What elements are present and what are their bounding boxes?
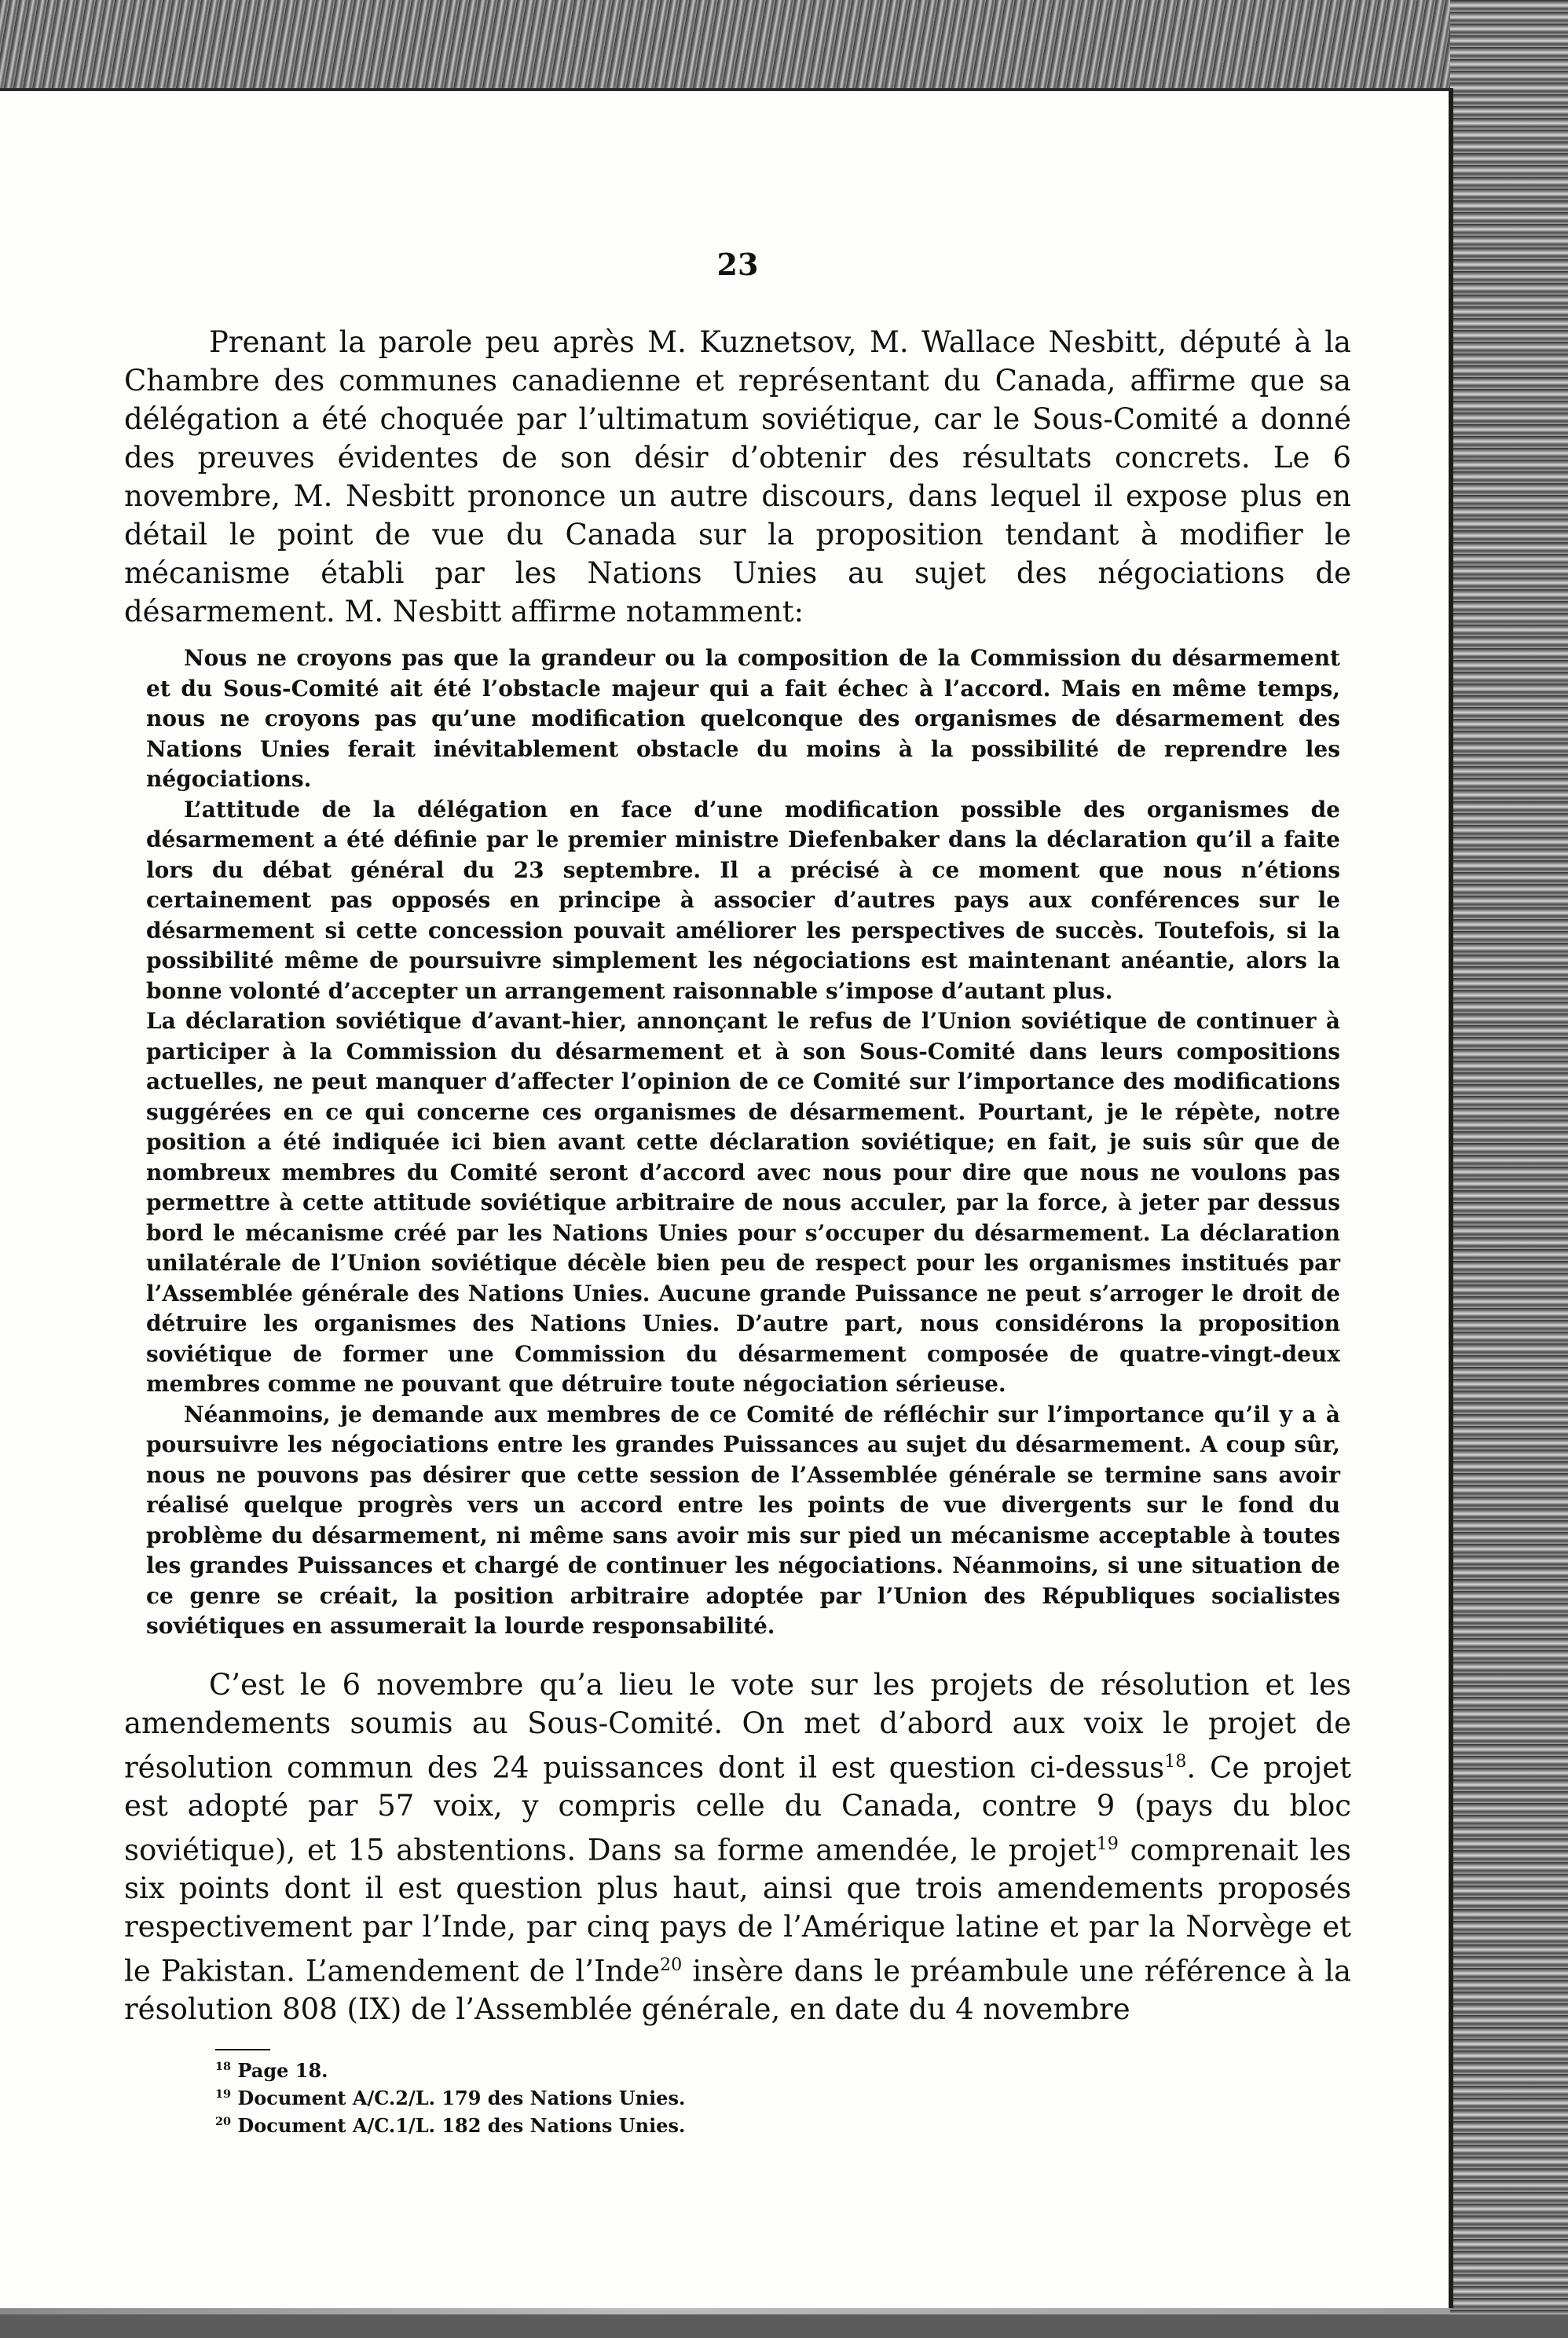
footnote-text: Document A/C.2/L. 179 des Nations Unies. xyxy=(237,2087,686,2110)
scan-top-edge xyxy=(0,0,1568,88)
scan-right-edge xyxy=(1450,0,1568,2338)
footnote-mark: 20 xyxy=(215,2115,232,2129)
block-quote xyxy=(124,643,1351,1642)
page-number: 23 xyxy=(716,247,759,282)
document-page xyxy=(0,88,1453,2308)
footnote-ref: 18 xyxy=(1164,1750,1187,1772)
footnote xyxy=(215,2055,1351,2083)
scan-bottom-edge xyxy=(0,2314,1568,2338)
quote-paragraph: Nous ne croyons pas que la grandeur ou la composition de la Commission du désarmement et du Sous-Comité ait été l’obstacle majeur qui a fait échec à l’accord. Mais en même temps, nous ne croyons pas qu’une modification quelconque des organismes de désarmement des Nations Unies ferait inévitablement obstacle du moins à la possibilité de reprendre les négociations. xyxy=(146,645,1340,792)
footnote-text: Page 18. xyxy=(237,2059,328,2083)
paragraph-vote-text: C’est le 6 novembre qu’a lieu le vote sur les projets de résolution et les amendements soumis au Sous-Comité. On met d’abord aux voix le projet de résolution commun des 24 puissances dont il est question ci-dessus xyxy=(124,1667,1351,1784)
paragraph-vote-text: . Ce projet est adopté par 57 voix, y compris celle du Canada, contre 9 (pays du bloc soviétique), et 15 abstentions. Dans sa forme amendée, le projet xyxy=(124,1750,1351,1867)
quote-paragraph: Néanmoins, je demande aux membres de ce Comité de réfléchir sur l’importance qu’il y a à poursuivre les négociations entre les grandes Puissances au sujet du désarmement. A coup sûr, nous ne pouvons pas désirer que cette session de l’Assemblée générale se termine sans avoir réalisé quelque progrès vers un accord entre les points de vue divergents sur le fond du problème du désarmement, ni même sans avoir mis sur pied un mécanisme acceptable à toutes les grandes Puissances et chargé de continuer les négociations. Néanmoins, si une situation de ce genre se créait, la position arbitraire adoptée par l’Union des Républiques socialistes soviétiques en assumerait la lourde responsabilité. xyxy=(146,1401,1340,1639)
paragraph-vote xyxy=(124,1666,1351,2029)
footnote-ref: 19 xyxy=(1096,1833,1119,1854)
footnote-ref: 20 xyxy=(660,1955,683,1976)
footnote-text: Document A/C.1/L. 182 des Nations Unies. xyxy=(237,2114,686,2138)
footnote xyxy=(215,2083,1351,2110)
footnote-mark: 19 xyxy=(215,2087,232,2102)
paragraph-vote-text: insère dans le préambule une référence à la résolution 808 (IX) de l’Assemblée générale, en date du 4 novembre xyxy=(124,1954,1351,2027)
quote-paragraph: La déclaration soviétique d’avant-hier, annonçant le refus de l’Union soviétique de continuer à participer à la Commission du désarmement et à son Sous-Comité dans leurs compositions actuelles, ne peut manquer d’affecter l’opinion de ce Comité sur l’importance des modifications suggérées en ce qui concerne ces organismes de désarmement. Pourtant, je le répète, notre position a été indiquée ici bien avant cette déclaration soviétique; en fait, je suis sûr que de nombreux membres du Comité seront d’accord avec nous pour dire que nous ne voulons pas permettre à cette attitude soviétique arbitraire de nous acculer, par la force, à jeter par dessus bord le mécanisme créé par les Nations Unies pour s’occuper du désarmement. La déclaration unilatérale de l’Union soviétique décèle bien peu de respect pour les organismes institués par l’Assemblée générale des Nations Unies. Aucune grande Puissance ne peut s’arroger le droit de détruire les organismes des Nations Unies. D’autre part, nous considérons la proposition soviétique de former une Commission du désarmement composée de quatre-vingt-deux membres comme ne pouvant que détruire toute négociation sérieuse. xyxy=(146,1008,1340,1397)
footnote-mark: 18 xyxy=(215,2060,232,2074)
page-content xyxy=(124,247,1351,2138)
paragraph-intro: Prenant la parole peu après M. Kuznetsov, M. Wallace Nesbitt, député à la Chambre des communes canadienne et représentant du Canada, affirme que sa délégation a été choquée par l’ultimatum soviétique, car le Sous-Comité a donné des preuves évidentes de son désir d’obtenir des résultats concrets. Le 6 novembre, M. Nesbitt prononce un autre discours, dans lequel il expose plus en détail le point de vue du Canada sur la proposition tendant à modifier le mécanisme établi par les Nations Unies au sujet des négociations de désarmement. M. Nesbitt affirme notamment: xyxy=(124,325,1351,628)
footnote xyxy=(215,2110,1351,2138)
footnote-divider xyxy=(215,2049,270,2050)
paragraph-vote-text: comprenait les six points dont il est question plus haut, ainsi que trois amendements proposés respectivement par l’Inde, par cinq pays de l’Amérique latine et par la Norvège et le Pakistan. L’amendement de l’Inde xyxy=(124,1833,1351,1988)
quote-paragraph: L’attitude de la délégation en face d’une modification possible des organismes de désarmement a été définie par le premier ministre Diefenbaker dans la déclaration qu’il a faite lors du débat général du 23 septembre. Il a précisé à ce moment que nous n’étions certainement pas opposés en principe à associer d’autres pays aux conférences sur le désarmement si cette concession pouvait améliorer les perspectives de succès. Toutefois, si la possibilité même de poursuivre simplement les négociations est maintenant anéantie, alors la bonne volonté d’accepter un arrangement raisonnable s’impose d’autant plus. xyxy=(146,796,1340,1004)
footnotes xyxy=(215,2055,1351,2138)
